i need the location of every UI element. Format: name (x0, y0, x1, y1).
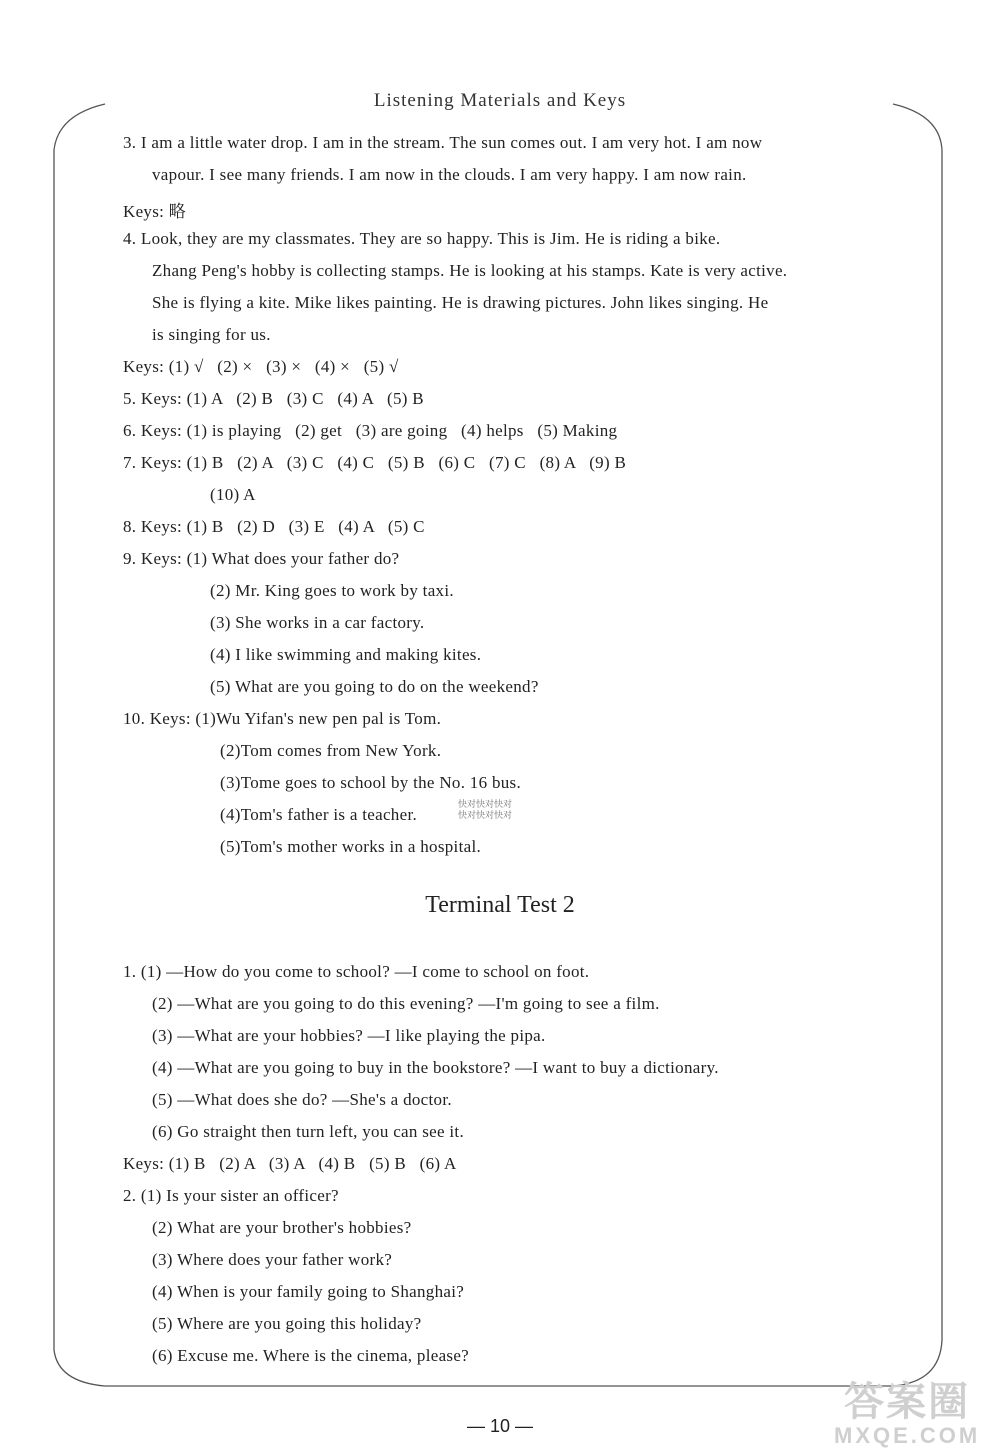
text-line: 6. Keys: (1) is playing (2) get (3) are going (4) helps (5) Making (123, 421, 618, 440)
text-line: (6) Go straight then turn left, you can see it. (152, 1122, 464, 1141)
watermark-top: 答案圈 (844, 1380, 971, 1424)
text-line: (4)Tom's father is a teacher. (220, 805, 418, 824)
text-line: 4. Look, they are my classmates. They are so happy. This is Jim. He is riding a bike. (123, 229, 721, 248)
text-line: (4) When is your family going to Shanghai? (152, 1282, 465, 1301)
text-line: 1. (1) —How do you come to school? —I come to school on foot. (123, 962, 590, 981)
watermark-bottom: MXQE.COM (834, 1423, 981, 1448)
text-line: Keys: 略 (123, 202, 187, 221)
stamp-text: 快对快对快对 快对快对快对 (458, 800, 513, 821)
text-line: Keys: (1) √ (2) × (3) × (4) × (5) √ (123, 357, 399, 376)
text-line: 7. Keys: (1) B (2) A (3) C (4) C (5) B (6) C (7) C (8) A (9) B (123, 453, 627, 472)
text-line: (3)Tome goes to school by the No. 16 bus. (220, 773, 522, 792)
text-line: (5)Tom's mother works in a hospital. (220, 837, 482, 856)
text-line: vapour. I see many friends. I am now in the clouds. I am very happy. I am now rain. (152, 165, 747, 184)
text-line: 8. Keys: (1) B (2) D (3) E (4) A (5) C (123, 517, 425, 536)
text-line: 10. Keys: (1)Wu Yifan's new pen pal is Tom. (123, 709, 442, 728)
running-header: Listening Materials and Keys (373, 90, 627, 111)
section-title: Terminal Test 2 (425, 892, 575, 918)
text-line: is singing for us. (152, 325, 271, 344)
text-line: Zhang Peng's hobby is collecting stamps. He is looking at his stamps. Kate is very active. (152, 261, 788, 280)
text-line: (3) —What are your hobbies? —I like playing the pipa. (152, 1026, 546, 1045)
text-line: Keys: (1) B (2) A (3) A (4) B (5) B (6) A (123, 1154, 457, 1173)
text-line: (4) —What are you going to buy in the bookstore? —I want to buy a dictionary. (152, 1058, 719, 1077)
text-line: (5) Where are you going this holiday? (152, 1314, 422, 1333)
text-line: (3) Where does your father work? (152, 1250, 393, 1269)
text-line: (2) Mr. King goes to work by taxi. (210, 581, 454, 600)
text-line: 9. Keys: (1) What does your father do? (123, 549, 400, 568)
text-line: (5) —What does she do? —She's a doctor. (152, 1090, 452, 1109)
text-line: (3) She works in a car factory. (210, 613, 425, 632)
watermark-logo (834, 1370, 980, 1449)
text-line: (10) A (210, 485, 256, 504)
text-line: (4) I like swimming and making kites. (210, 645, 482, 664)
text-line: 5. Keys: (1) A (2) B (3) C (4) A (5) B (123, 389, 424, 408)
text-line: (2) —What are you going to do this evening? —I'm going to see a film. (152, 994, 660, 1013)
text-line: She is flying a kite. Mike likes painting. He is drawing pictures. John likes singing. He (152, 293, 769, 312)
text-line: 2. (1) Is your sister an officer? (123, 1186, 339, 1205)
text-line: (6) Excuse me. Where is the cinema, please? (152, 1346, 470, 1365)
text-line: (2) What are your brother's hobbies? (152, 1218, 412, 1237)
text-line: (5) What are you going to do on the weekend? (210, 677, 539, 696)
text-line: (2)Tom comes from New York. (220, 741, 442, 760)
page-number: — 10 — (466, 1416, 534, 1436)
text-line: 3. I am a little water drop. I am in the stream. The sun comes out. I am very hot. I am now (123, 133, 763, 152)
